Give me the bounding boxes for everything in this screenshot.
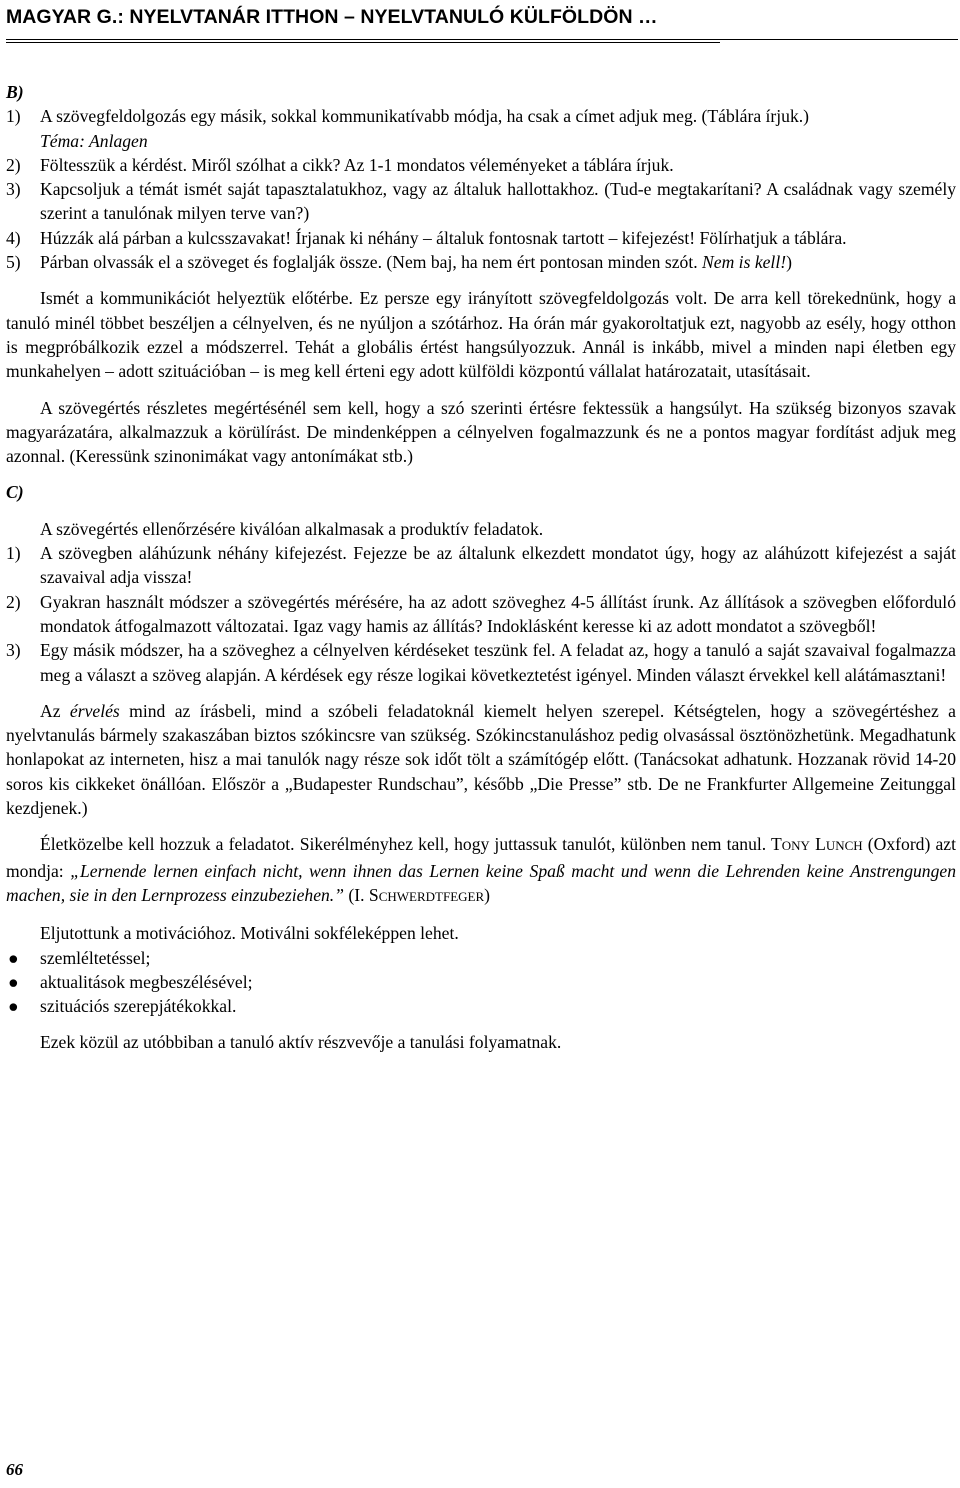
bullet-text: szituációs szerepjátékokkal. bbox=[40, 996, 237, 1017]
item-text: Kapcsoljuk a témát ismét saját tapasztalatukhoz, vagy az általuk hallottakhoz. (Tud-e megtakarítani? A családnak vagy személy szerint a tanulónak milyen terve van?) bbox=[40, 179, 956, 224]
page-body bbox=[6, 80, 956, 1055]
p3-rest: mind az írásbeli, mind a szóbeli feladatoknál kiemelt helyen szerepel. Kétségtelen, hogy a szövegértéshez a nyelvtanulás bármely szakaszában biztos szókincsre van szükség. Szókincstanuláshoz pedig olvasással ösztönözhetünk. Megadhatunk honlapokat az interneten, hisz a mai tanulók nagy része sok időt tölt a számítógép előtt. (Tanácsokat adhatunk. Hozzanak rövid 14-20 soros kis cikkeket önállóan. Először a „Budapester Rundschau”, később „Die Presse” stb. De ne Frankfurter Allgemeine Zeitunggal kezdjenek.) bbox=[6, 700, 956, 819]
header-rule bbox=[6, 39, 958, 40]
p4-quote: „Lernende lernen einfach nicht, wenn ihnen das Lernen keine Spaß macht und wenn die Lehrenden keine Anstrengungen machen, sie in den Lernprozess einzubeziehen.” bbox=[6, 860, 956, 905]
item-text-end: ) bbox=[786, 252, 792, 273]
list-item bbox=[6, 541, 956, 590]
p4-text: ) bbox=[484, 884, 490, 905]
bullet-icon: ● bbox=[8, 971, 19, 992]
section-b-label: B) bbox=[6, 82, 24, 102]
item-text: A szövegben aláhúzunk néhány kifejezést. Fejezze be az általunk elkezdett mondatot úgy, hogy az aláhúzott kifejezést a saját szavaival adja vissza! bbox=[40, 543, 956, 588]
p4-smallcaps: CHWERDTFEGER bbox=[378, 888, 485, 904]
p4-text: (I. S bbox=[343, 884, 379, 905]
p3-start: Az bbox=[40, 700, 61, 721]
item-text: A szövegfeldolgozás egy másik, sokkal kommunikatívabb módja, ha csak a címet adjuk meg. (Táblára írjuk.) bbox=[40, 106, 810, 127]
p4-text: L bbox=[809, 834, 826, 855]
list-item bbox=[6, 994, 956, 1018]
item-number: 3) bbox=[6, 640, 21, 661]
paragraph: Ezek közül az utóbbiban a tanuló aktív részvevője a tanulási folyamatnak. bbox=[40, 1032, 562, 1053]
item-text: Egy másik módszer, ha a szöveghez a célnyelven kérdéseket teszünk fel. A feladat az, hogy a tanuló a saját szavaival fogalmazza meg a választ a szöveg alapján. A kérdések egy része logikai következtetést igényel. Minden választ érvekkel kell alátámasztani! bbox=[40, 640, 956, 685]
paragraph: A szövegértés részletes megértésénél sem kell, hogy a szó szerinti értésre fektessük a hangsúlyt. Ha szükség bizonyos szavak magyarázatára, alkalmazzuk a körülírást. De mindenképpen a célnyelven fogalmazzunk és ne a pontos magyar fordítást adjuk meg azonnal. (Keressünk szinonimákat vagy antonímákat stb.) bbox=[6, 397, 956, 467]
p3-italic: érvelés bbox=[69, 700, 120, 721]
list-item bbox=[6, 153, 956, 177]
bullet-text: aktualitások megbeszélésével; bbox=[40, 971, 253, 992]
bullet-icon: ● bbox=[8, 947, 19, 968]
list-item bbox=[6, 946, 956, 970]
list-item bbox=[6, 226, 956, 250]
list-item bbox=[6, 638, 956, 687]
p4-smallcaps: UNCH bbox=[825, 838, 863, 854]
item-number: 1) bbox=[6, 106, 21, 127]
bullet-icon: ● bbox=[8, 996, 19, 1017]
item-number: 1) bbox=[6, 543, 21, 564]
paragraph: Ismét a kommunikációt helyeztük előtérbe. Ez persze egy irányított szövegfeldolgozás volt. De arra kell törekednünk, hogy a tanuló minél többet beszéljen a célnyelven, és ne nyúljon a szótárhoz. Ha órán már gyakoroltatjuk ezt, nagyobb az esély, hogy otthon is megpróbálkozik ezzel a módszerrel. Tehát a globális értést hangsúlyozzuk. Annál is inkább, mivel a minden napi életben egy munkahelyen – adott szituációban – is meg kell érteni egy adott külföldi központú vállalat határozatait, utasításait. bbox=[6, 288, 956, 382]
list-item bbox=[6, 104, 956, 128]
header-rule-short bbox=[6, 42, 720, 43]
list-item bbox=[6, 177, 956, 226]
paragraph bbox=[6, 699, 956, 820]
item-number: 4) bbox=[6, 227, 21, 248]
p4-text: Életközelbe kell hozzuk a feladatot. Sikerélményhez kell, hogy juttassuk tanulót, különben nem tanul. T bbox=[40, 834, 782, 855]
bullet-text: szemléltetéssel; bbox=[40, 947, 151, 968]
list-item bbox=[6, 590, 956, 639]
page-number: 66 bbox=[6, 1460, 23, 1479]
item-text: Gyakran használt módszer a szövegértés mérésére, ha az adott szöveghez 4-5 állítást írunk. Az állítások a szövegben előforduló mondatok átfogalmazott változatai. Igaz vagy hamis az állítás? Indoklásként keresse ki az adott mondatot a szövegből! bbox=[40, 591, 956, 636]
theme-line: Téma: Anlagen bbox=[40, 130, 148, 151]
paragraph: Eljutottunk a motivációhoz. Motiválni sokféleképpen lehet. bbox=[40, 923, 459, 944]
item-text: Föltesszük a kérdést. Miről szólhat a cikk? Az 1-1 mondatos véleményeket a táblára írjuk. bbox=[40, 154, 674, 175]
paragraph-intro: A szövegértés ellenőrzésére kiválóan alkalmasak a produktív feladatok. bbox=[40, 518, 544, 539]
list-item bbox=[6, 250, 956, 274]
item-number: 2) bbox=[6, 154, 21, 175]
p4-smallcaps: ONY bbox=[781, 838, 810, 854]
item-number: 5) bbox=[6, 252, 21, 273]
item-text-italic: Nem is kell! bbox=[702, 252, 787, 273]
item-text: Húzzák alá párban a kulcsszavakat! Írjanak ki néhány – általuk fontosnak tartott – kifejezést! Fölírhatjuk a táblára. bbox=[40, 227, 847, 248]
section-c-label: C) bbox=[6, 482, 24, 503]
item-text: Párban olvassák el a szöveget és foglalják össze. (Nem baj, ha nem ért pontosan minden szót. bbox=[40, 252, 698, 273]
paragraph bbox=[6, 832, 956, 909]
item-number: 3) bbox=[6, 179, 21, 200]
item-number: 2) bbox=[6, 591, 21, 612]
running-header: MAGYAR G.: NYELVTANÁR ITTHON – NYELVTANULÓ KÜLFÖLDÖN … bbox=[6, 6, 658, 28]
p4-text: (Oxford) azt mondja: bbox=[6, 834, 956, 881]
list-item bbox=[6, 970, 956, 994]
